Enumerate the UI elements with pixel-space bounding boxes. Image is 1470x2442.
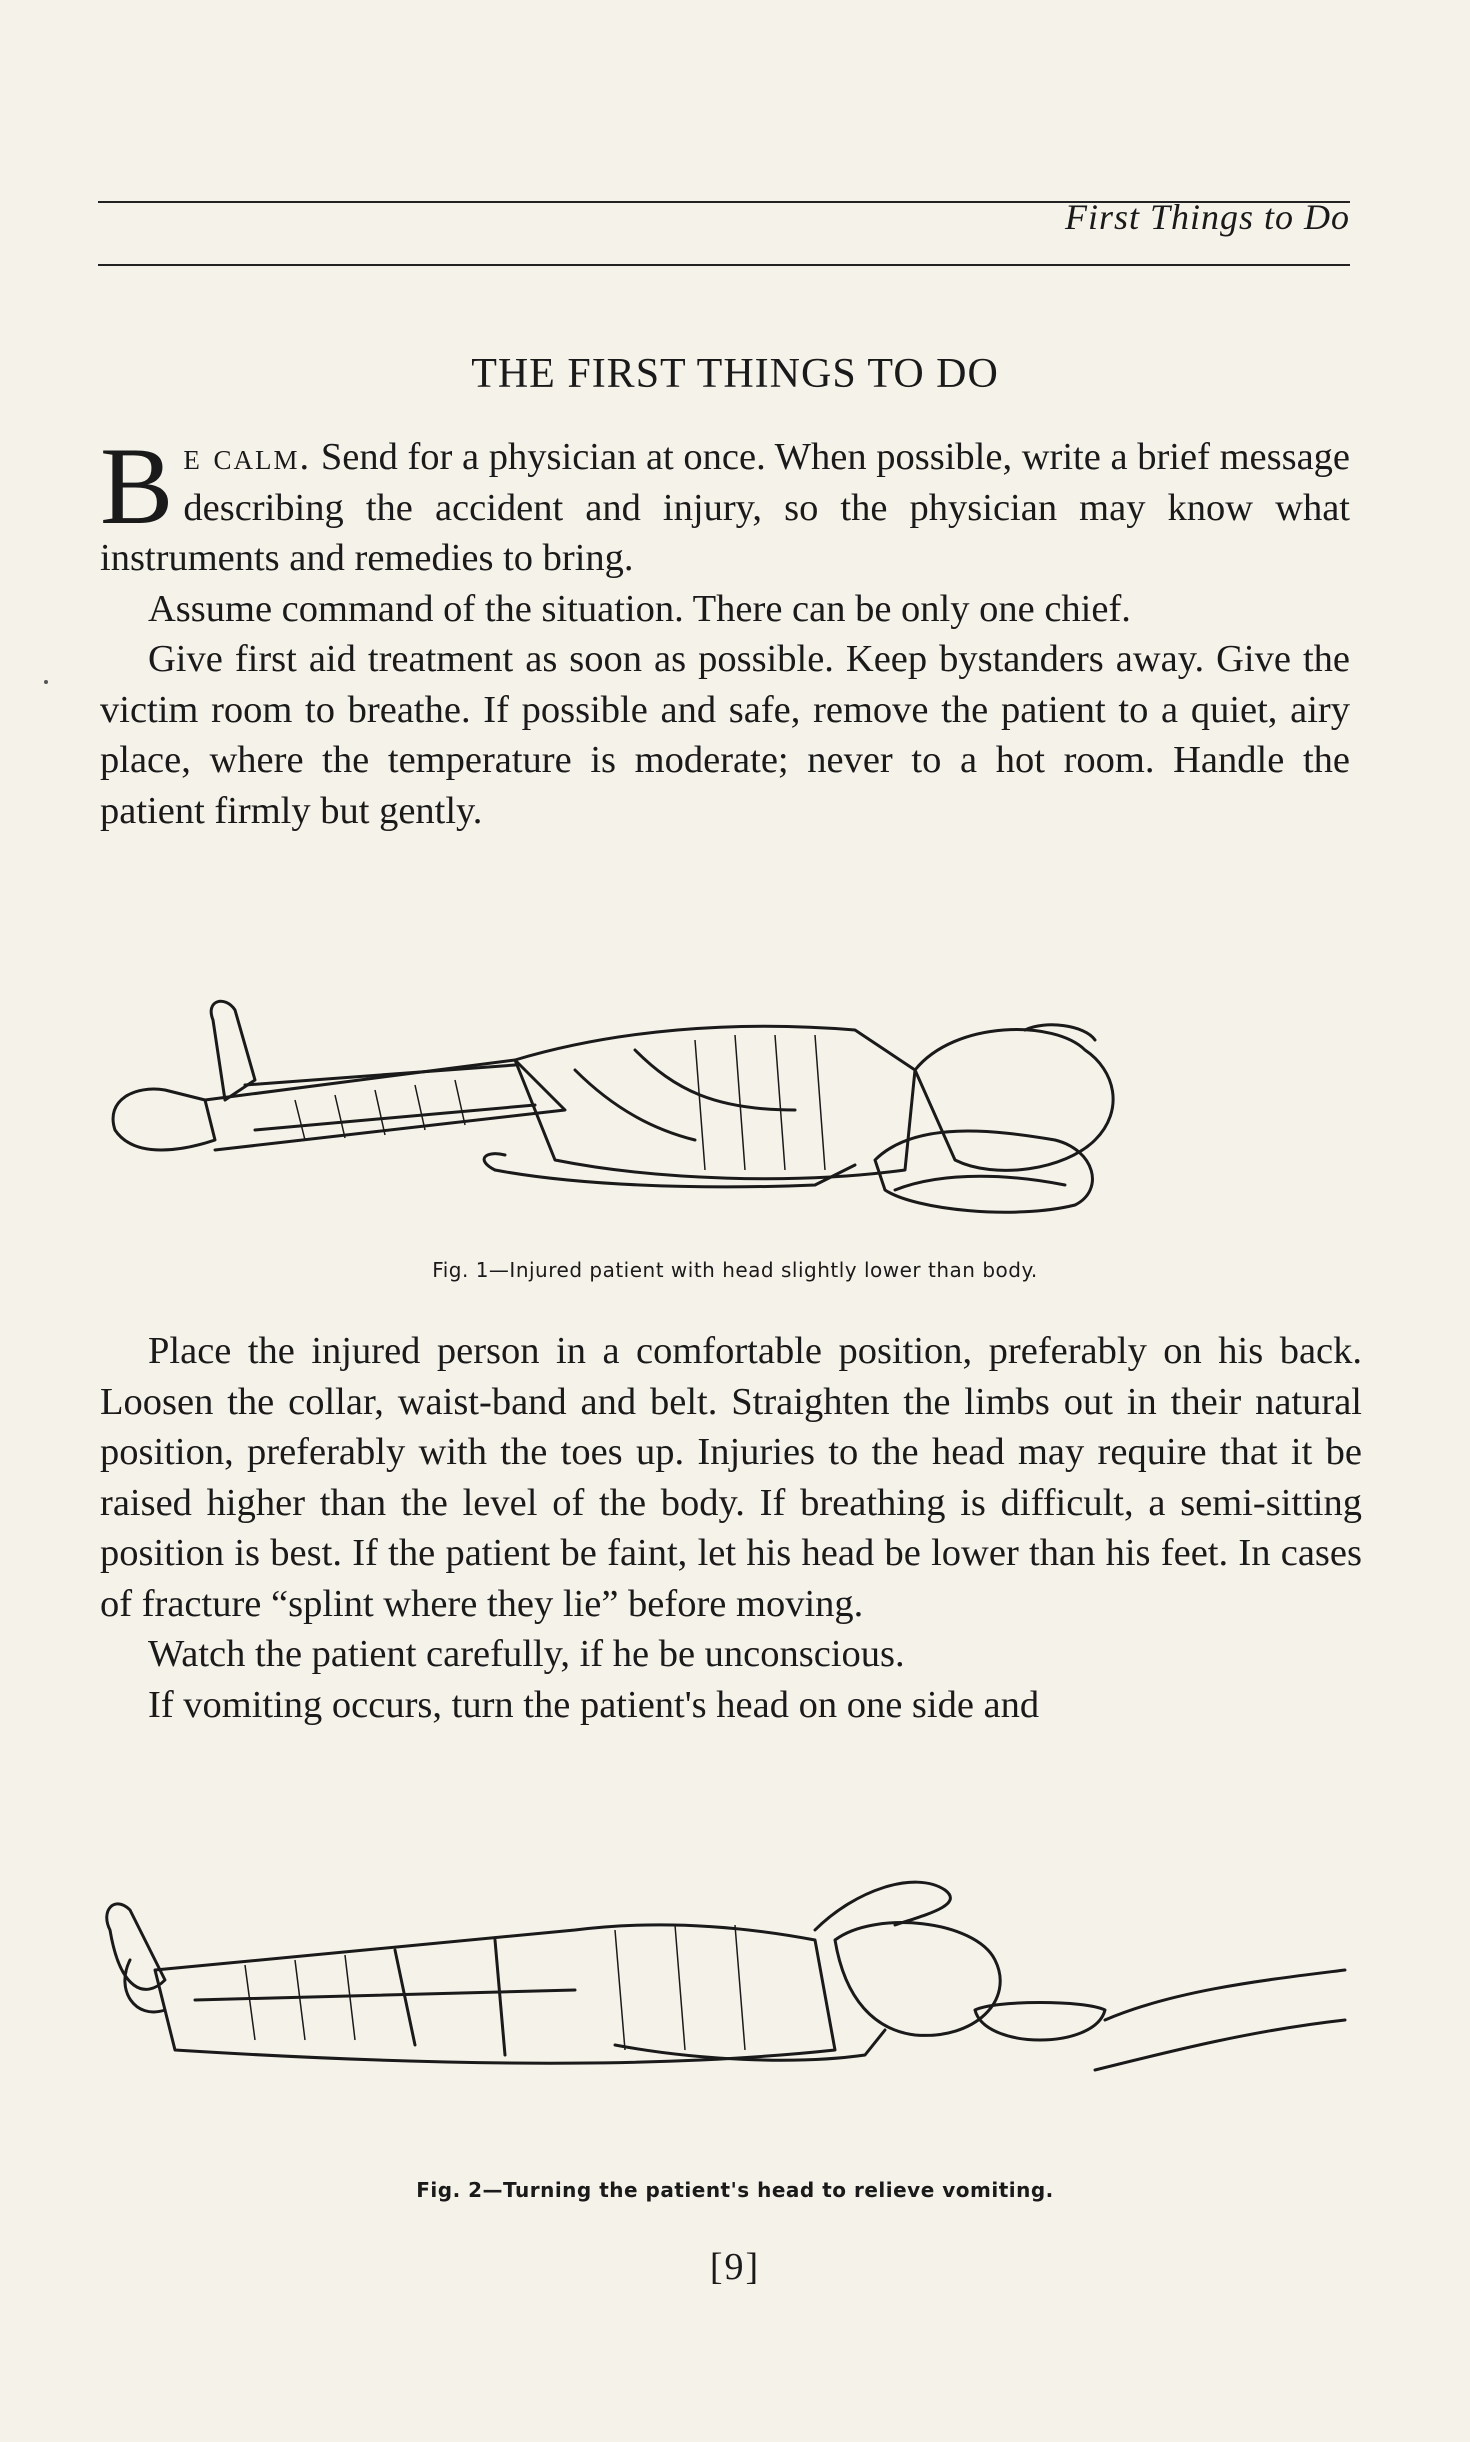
paragraph-give-first-aid: Give first aid treatment as soon as possible. Keep bystanders away. Give the victim room to breathe. If possible and safe, remove the patient to a quiet, airy place, where the temperature is moderate; never to a hot room. Handle the patient firmly but gently. (100, 638, 1350, 832)
paragraph-be-calm (100, 425, 1350, 584)
lead-smallcaps: e calm. (183, 436, 312, 478)
page-title: THE FIRST THINGS TO DO (471, 351, 999, 397)
paragraph-assume-command: Assume command of the situation. There can be only one chief. (148, 587, 1131, 630)
header-rule-bottom (98, 264, 1350, 266)
running-head: First Things to Do (1064, 197, 1350, 237)
section-positioning (100, 1326, 1362, 1730)
figure-2-caption: Fig. 2—Turning the patient's head to relieve vomiting. (416, 2178, 1054, 2202)
paragraph-vomiting: If vomiting occurs, turn the patient's head on one side and (148, 1683, 1040, 1726)
figure-1-caption: Fig. 1—Injured patient with head slightly lower than body. (432, 1258, 1038, 1282)
figure-1-illustration (95, 990, 1375, 1250)
section-intro (100, 425, 1350, 836)
page-number: [9] (709, 2246, 761, 2288)
paragraph-place-injured: Place the injured person in a comfortable position, preferably on his back. Loosen the collar, waist-band and belt. Straighten the limbs out in their natural position, preferably with the toes up. Injuries to the head may require that it be raised higher than the level of the body. If breathing is difficult, a semi-sitting position is best. If the patient be faint, let his head be lower than his feet. In cases of fracture “splint where they lie” before moving. (100, 1330, 1362, 1625)
figure-2-illustration (95, 1870, 1375, 2130)
dropcap: B (100, 425, 174, 547)
paragraph-text: Send for a physician at once. When possible, write a brief message describing the accident and injury, so the physician may know what instruments and remedies to bring. (100, 436, 1350, 579)
paper-speck (44, 680, 48, 684)
paragraph-watch-patient: Watch the patient carefully, if he be unconscious. (148, 1633, 905, 1675)
